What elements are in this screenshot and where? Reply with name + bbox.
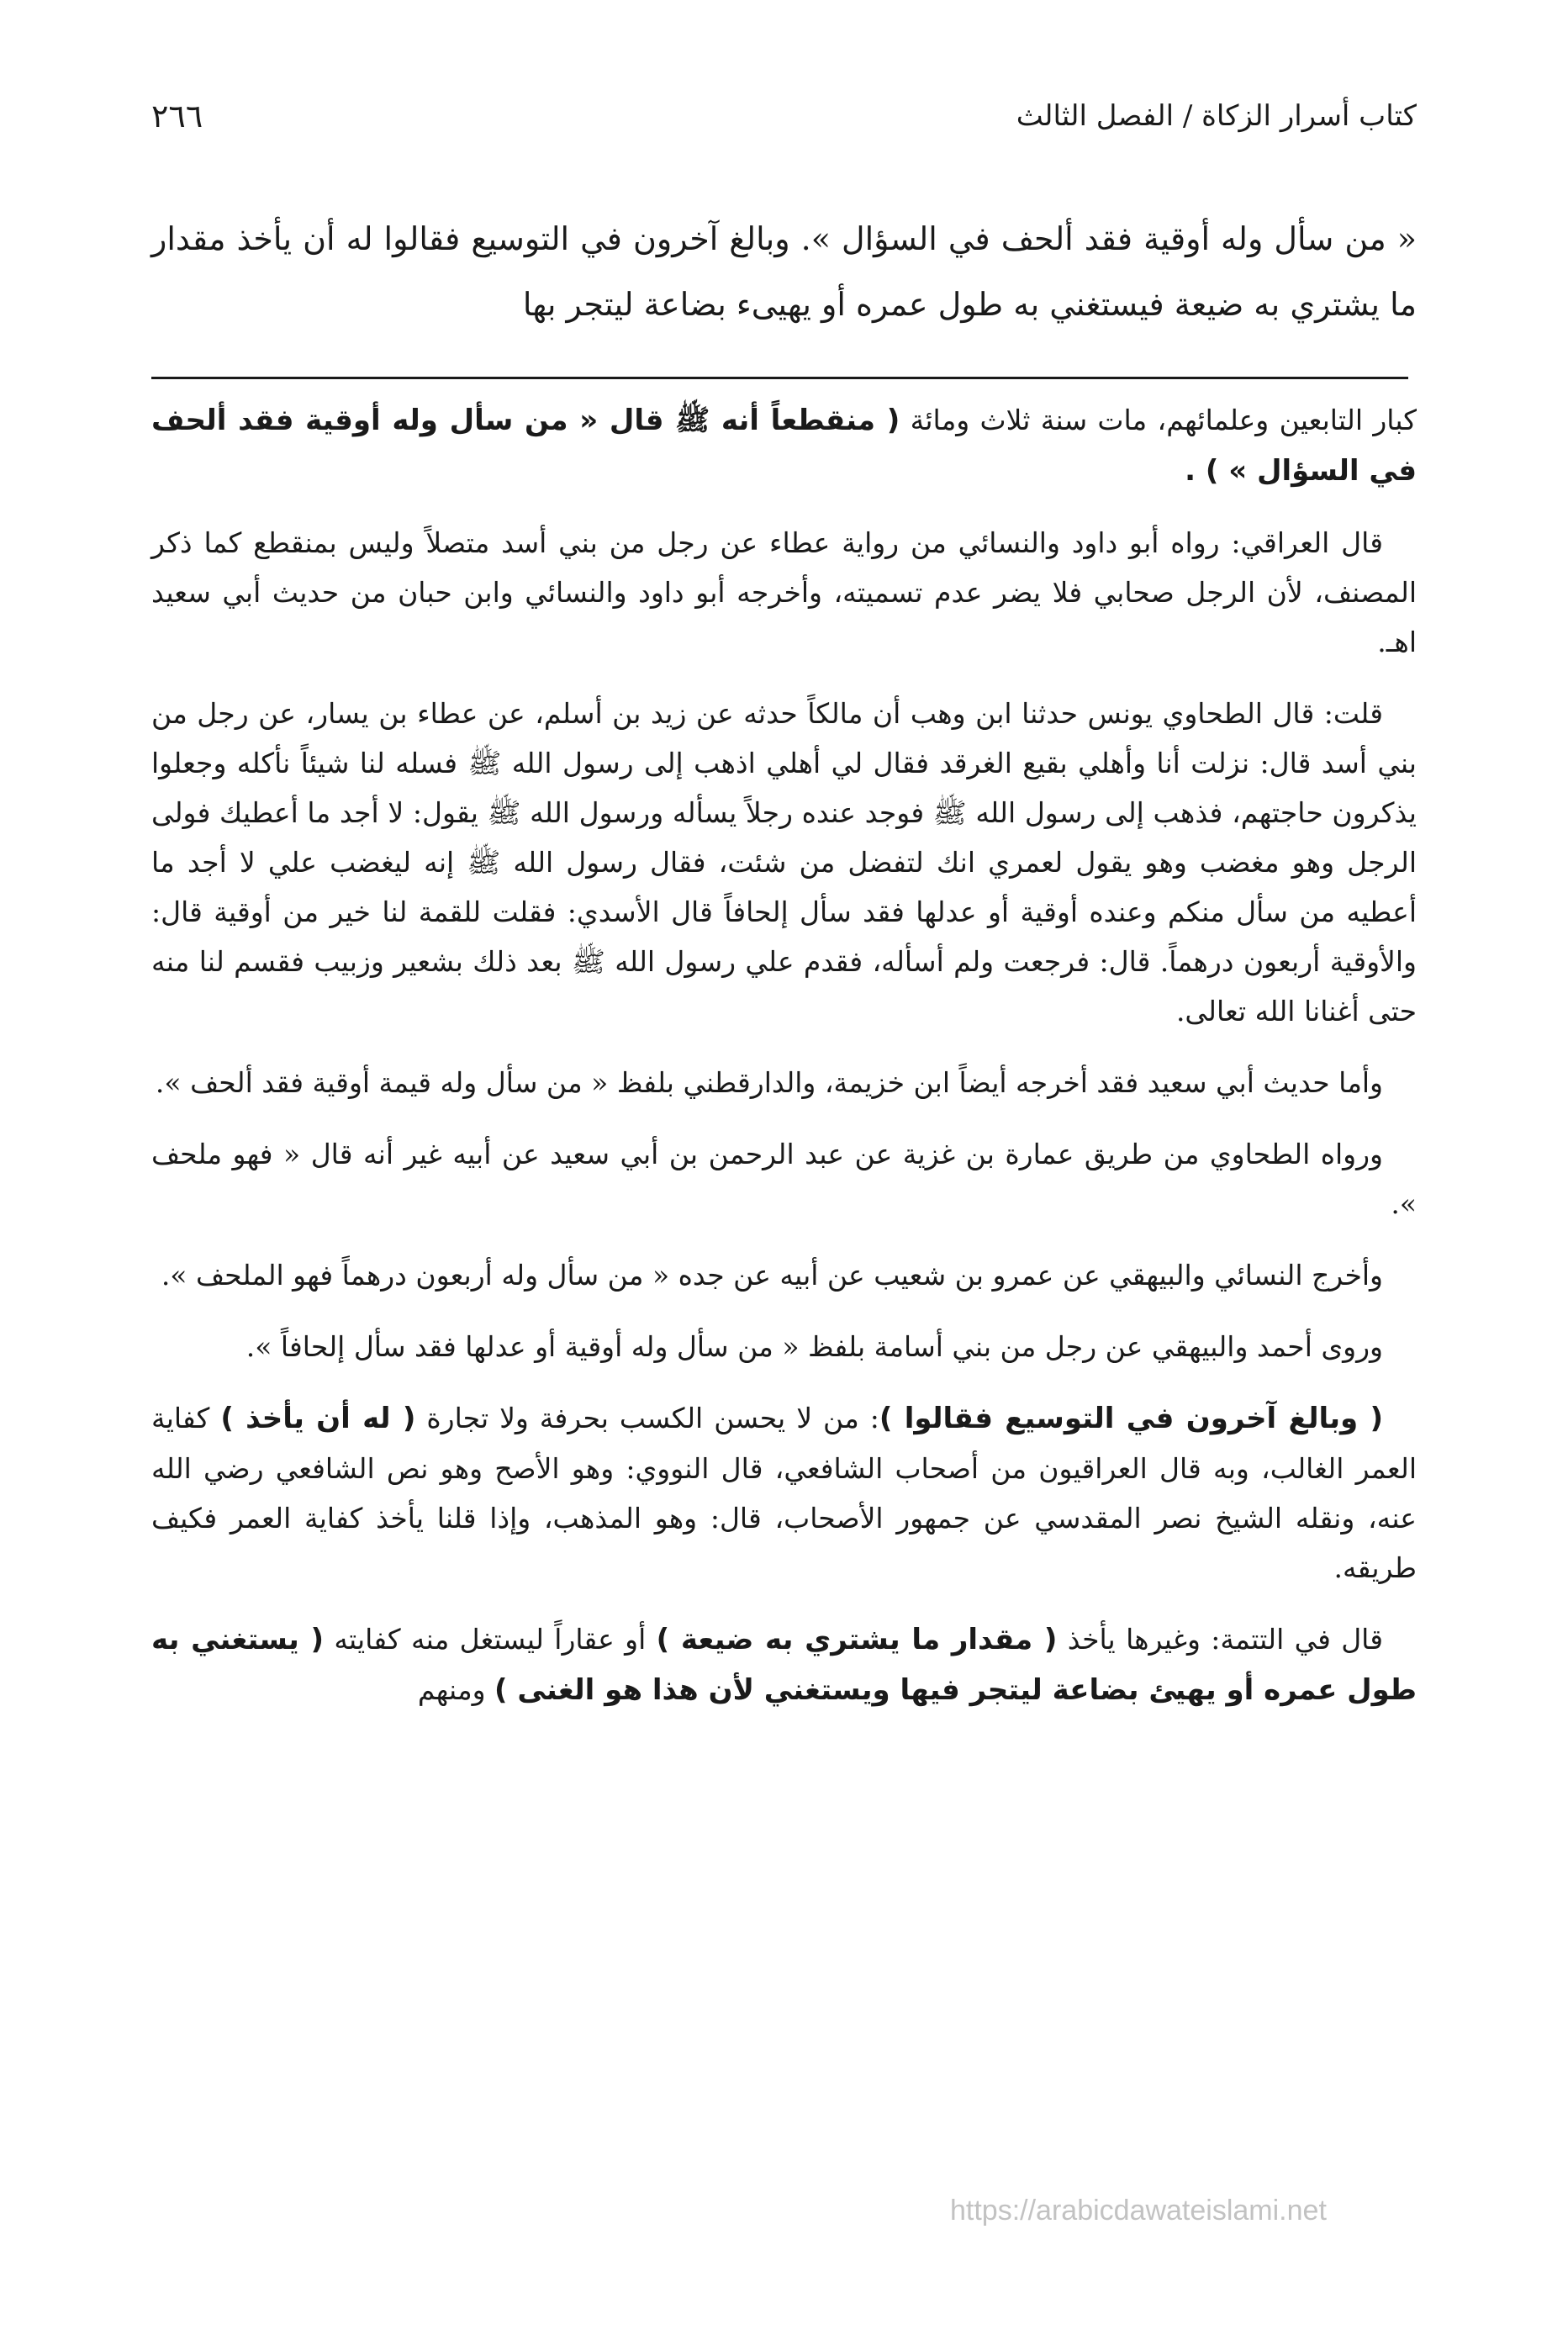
footnote-divider: [151, 377, 1408, 379]
commentary-paragraph-9: [151, 1614, 1417, 1715]
commentary-paragraph-5: ورواه الطحاوي من طريق عمارة بن غزية عن عبد الرحمن بن أبي سعيد عن أبيه غير أنه قال « فهو ملحف ».: [151, 1138, 1417, 1220]
commentary-section: [151, 395, 1417, 1737]
website-watermark: https://arabicdawateislami.net: [950, 2195, 1327, 2227]
commentary-paragraph-4: وأما حديث أبي سعيد فقد أخرجه أيضاً ابن خزيمة، والدارقطني بلفظ « من سأل وله قيمة أوقية فقد ألحف ».: [155, 1066, 1383, 1099]
commentary-text: أو عقاراً ليستغل منه كفايته: [324, 1623, 657, 1656]
commentary-paragraph-6: وأخرج النسائي والبيهقي عن عمرو بن شعيب عن أبيه عن جده « من سأل وله أربعون درهماً فهو الملحف ».: [161, 1259, 1383, 1292]
commentary-paragraph-7: وروى أحمد والبيهقي عن رجل من بني أسامة بلفظ « من سأل وله أوقية أو عدلها فقد سأل إلحافاً ».: [245, 1330, 1383, 1363]
commentary-text: : من لا يحسن الكسب بحرفة ولا تجارة: [415, 1402, 879, 1434]
quoted-text: ( وبالغ آخرون في التوسيع فقالوا ): [879, 1402, 1384, 1435]
commentary-text: ومنهم: [417, 1673, 495, 1706]
page-header: [151, 91, 1417, 141]
main-text: [151, 206, 1417, 337]
commentary-paragraph-1: [151, 395, 1417, 496]
commentary-paragraph-3: قلت: قال الطحاوي يونس حدثنا ابن وهب أن مالكاً حدثه عن زيد بن أسلم، عن عطاء بن يسار، عن رجل من بني أسد قال: نزلت أنا وأهلي بقيع الغرقد فقال لي أهلي اذهب إلى رسول الله ﷺ فسله لنا شيئاً نأكله وجعلوا يذكرون حاجتهم، فذهب إلى رسول الله ﷺ فوجد عنده رجلاً يسأله ورسول الله ﷺ يقول: لا أجد ما أعطيك فولى الرجل وهو مغضب وهو يقول لعمري انك لتفضل من شئت، فقال رسول الله ﷺ إنه ليغضب علي لا أجد ما أعطيه من سأل منكم وعنده أوقية أو عدلها فقد سأل إلحافاً قال الأسدي: فقلت للقمة لنا خير من أوقية قال: والأوقية أربعون درهماً. قال: فرجعت ولم أسأله، فقدم علي رسول الله ﷺ بعد ذلك بشعير وزبيب فقسم لنا منه حتى أغنانا الله تعالى.: [151, 697, 1417, 1028]
running-title: كتاب أسرار الزكاة / الفصل الثالث: [1016, 99, 1417, 133]
commentary-text: كفاية العمر الغالب، وبه قال العراقيون من أصحاب الشافعي، قال النووي: وهو الأصح وهو نص الشافعي رضي الله عنه، ونقله الشيخ نصر المقدسي عن جمهور الأصحاب، قال: وهو المذهب، وإذا قلنا يأخذ كفاية العمر فكيف طريقه.: [151, 1402, 1417, 1584]
quoted-text: ( منقطعاً أنه ﷺ قال « من سأل وله أوقية فقد ألحف في السؤال » ) .: [151, 404, 1417, 488]
commentary-text: كبار التابعين وعلمائهم، مات سنة ثلاث ومائة: [900, 404, 1417, 436]
commentary-text: قال في التتمة: وغيرها يأخذ: [1057, 1623, 1384, 1656]
quoted-text: ( مقدار ما يشتري به ضيعة ): [656, 1623, 1058, 1656]
quoted-text: ( يستغني به طول عمره أو يهيئ بضاعة ليتجر فيها ويستغني لأن هذا هو الغنى ): [151, 1623, 1417, 1707]
commentary-paragraph-2: قال العراقي: رواه أبو داود والنسائي من رواية عطاء عن رجل من بني أسد متصلاً وليس بمنقطع كما ذكر المصنف، لأن الرجل صحابي فلا يضر عدم تسميته، وأخرجه أبو داود والنسائي وابن حبان من حديث أبي سعيد اهـ.: [151, 526, 1417, 658]
quoted-text: ( له أن يأخذ ): [220, 1402, 416, 1435]
commentary-paragraph-8: [151, 1393, 1417, 1593]
main-text-paragraph: « من سأل وله أوقية فقد ألحف في السؤال ». وبالغ آخرون في التوسيع فقالوا له أن يأخذ مقدار ما يشتري به ضيعة فيستغني به طول عمره أو يهيىء بضاعة ليتجر بها: [151, 220, 1417, 323]
page-number: ٢٦٦: [151, 98, 203, 135]
